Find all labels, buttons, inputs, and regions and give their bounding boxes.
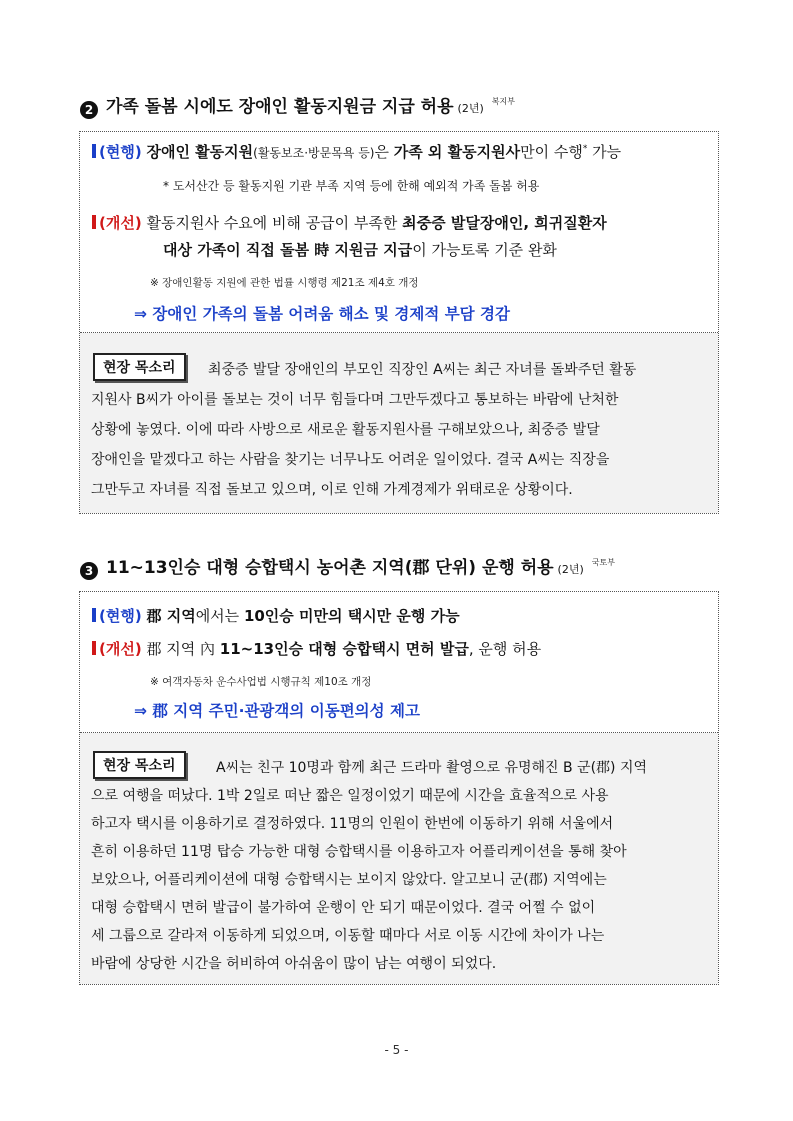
voice-line: 장애인을 맡겠다고 하는 사람을 찾기는 너무나도 어려운 일이었다. 결국 A씨는 직장을 [91,452,610,468]
footnote-mark: * [582,144,588,154]
section2-heading [80,92,515,117]
section3-box [79,591,719,985]
section2-summary [80,132,718,333]
current-text-1: 에서는 [195,607,244,625]
section2-footnote: * 도서산간 등 활동지원 기관 부족 지역 등에 한해 예외적 가족 돌봄 허용 [163,179,540,193]
voice-label: 현장 목소리 [93,353,186,381]
current-tag: (현행) [92,143,142,161]
voice-line: 지원사 B씨가 아이를 돌보는 것이 너무 힘들다며 그만두겠다고 통보하는 바람에 난처한 [91,392,619,408]
improve-bold-1: 11~13인승 대형 승합택시 면허 발급 [219,640,469,658]
section2-law-note: ※ 장애인활동 지원에 관한 법률 시행령 제21조 제4호 개정 [150,277,419,289]
current-bold-2: 가족 외 활동지원사 [393,143,521,161]
voice-line: 하고자 택시를 이용하기로 결정하였다. 11명의 인원이 한번에 이동하기 위해 서울에서 [91,816,614,832]
section3-title: 11~13인승 대형 승합택시 농어촌 지역(郡 단위) 운행 허용 [106,558,554,578]
voice-line: A씨는 친구 10명과 함께 최근 드라마 촬영으로 유명해진 B 군(郡) 지역 [216,760,647,776]
voice-line: 으로 여행을 떠났다. 1박 2일로 떠난 짧은 일정이었기 때문에 시간을 효율적으로 사용 [91,788,609,804]
voice-line: 세 그룹으로 갈라져 이동하게 되었으며, 이동할 때마다 서로 이동 시간에 차이가 나는 [91,928,605,944]
current-bold-1: 郡 지역 [146,607,196,625]
current-bold-2: 10인승 미만의 택시만 운행 가능 [243,607,460,625]
section2-title: 가족 돌봄 시에도 장애인 활동지원금 지급 허용 [106,97,454,117]
current-text-3: 가능 [587,143,622,161]
section2-box [79,131,719,514]
current-small: (활동보조·방문목욕 등) [253,146,375,160]
voice-label: 현장 목소리 [93,751,186,779]
improve-tag: (개선) [92,214,142,232]
tag-marker-icon [92,215,96,229]
section3-voice [80,733,718,984]
current-text-1: 은 [374,143,394,161]
tag-marker-icon [92,608,96,622]
section2-ministry: 복지부 [491,97,515,106]
voice-line: 대형 승합택시 면허 발급이 불가하여 운행이 안 되기 때문이었다. 결국 어쩔 수 없이 [91,900,596,916]
section2-voice [80,333,718,513]
voice-line: 상황에 놓였다. 이에 따라 사방으로 새로운 활동지원사를 구해보았으나, 최중증 발달 [91,422,600,438]
section3-law-note: ※ 여객자동차 운수사업법 시행규칙 제10조 개정 [150,676,372,688]
tag-marker-icon [92,144,96,158]
section3-summary [80,592,718,733]
improve-text-1: 활동지원사 수요에 비해 공급이 부족한 [146,214,403,232]
section3-duration: (2년) [557,563,584,576]
page-number: - 5 - [384,1043,409,1057]
section3-result: ⇒ 郡 지역 주민·관광객의 이동편의성 제고 [134,702,420,720]
improve-bold-1: 최중증 발달장애인, 희귀질환자 [402,214,607,232]
voice-line: 바람에 상당한 시간을 허비하여 아쉬움이 많이 남는 여행이 되었다. [91,956,497,972]
voice-line: 최중증 발달 장애인의 부모인 직장인 A씨는 최근 자녀를 돌봐주던 활동 [208,362,637,378]
current-text-2: 만이 수행 [520,143,583,161]
voice-line: 보았으나, 어플리케이션에 대형 승합택시는 보이지 않았다. 알고보니 군(郡) 지역에는 [91,872,607,888]
section2-duration: (2년) [457,102,484,115]
current-bold-1: 장애인 활동지원 [146,143,254,161]
section-number-badge: 3 [80,562,98,580]
section3-current-line [92,605,460,626]
improve-text-2: 이 가능토록 기준 완화 [412,241,557,259]
tag-marker-icon [92,641,96,655]
current-tag: (현행) [92,607,142,625]
voice-line: 그만두고 자녀를 직접 돌보고 있으며, 이로 인해 가계경제가 위태로운 상황이다. [91,482,573,498]
section3-improve-line [92,638,541,659]
section2-result: ⇒ 장애인 가족의 돌봄 어려움 해소 및 경제적 부담 경감 [134,305,510,323]
improve-text-1: 郡 지역 內 [146,640,220,658]
section3-heading [80,553,615,578]
section2-improve-line-2 [163,239,557,260]
section2-improve-line [92,212,607,233]
improve-text-2: , 운행 허용 [468,640,542,658]
section-number-badge: 2 [80,101,98,119]
section3-ministry: 국토부 [591,558,615,567]
section2-current-line [92,141,621,162]
improve-bold-2: 대상 가족이 직접 돌봄 時 지원금 지급 [163,241,413,259]
voice-line: 흔히 이용하던 11명 탑승 가능한 대형 승합택시를 이용하고자 어플리케이션을 통해 찾아 [91,844,627,860]
improve-tag: (개선) [92,640,142,658]
